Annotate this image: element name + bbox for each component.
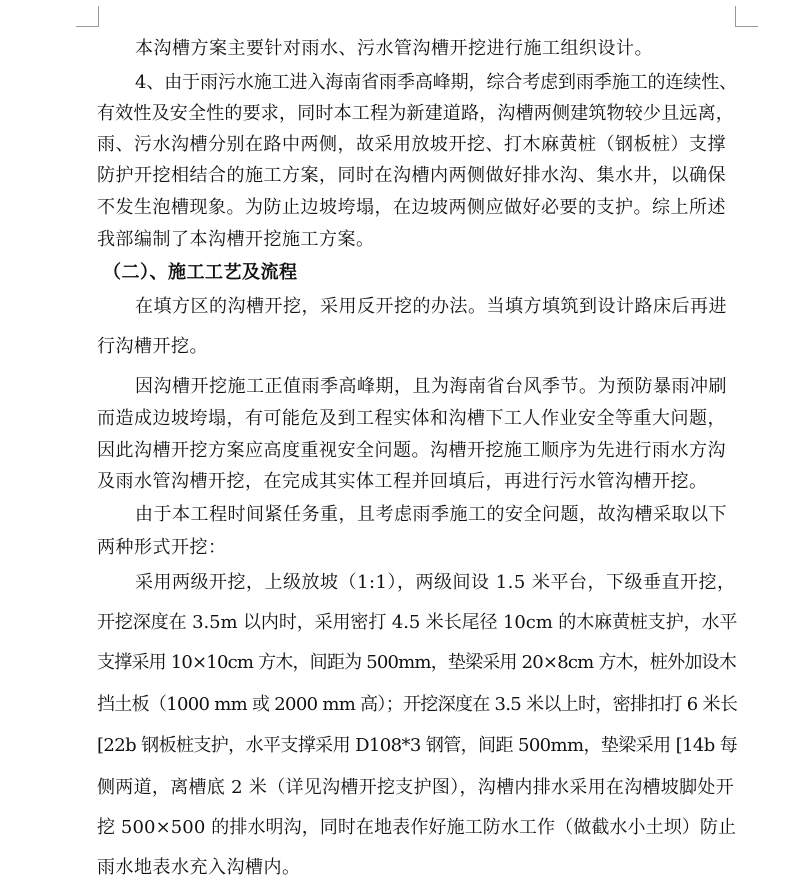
paragraph-line: 防护开挖相结合的施工方案，同时在沟槽内两侧做好排水沟、集水井，以确保 <box>97 165 726 186</box>
paragraph-line: 而造成边坡垮塌，有可能危及到工程实体和沟槽下工人作业安全等重大问题， <box>97 408 726 429</box>
paragraph-line: 支撑采用 10×10cm 方木，间距为 500mm，垫梁采用 20×8cm 方木，桩外加设木 <box>97 652 736 673</box>
paragraph-line: 挖 500×500 的排水明沟，同时在地表作好施工防水工作（做截水小土坝）防止 <box>97 817 737 838</box>
paragraph-line: 因沟槽开挖施工正值雨季高峰期，且为海南省台风季节。为预防暴雨冲刷 <box>135 376 727 397</box>
page-corner-mark-left <box>76 6 99 27</box>
paragraph-line: 不发生泡槽现象。为防止边坡垮塌，在边坡两侧应做好必要的支护。综上所述 <box>97 197 726 218</box>
paragraph-line: 我部编制了本沟槽开挖施工方案。 <box>97 229 375 250</box>
paragraph-line: 雨水地表水充入沟槽内。 <box>97 857 301 878</box>
paragraph-line: 挡土板（1000 mm 或 2000 mm 高）；开挖深度在 3.5 米以上时，密排扣打 6 米长 <box>97 694 738 715</box>
paragraph-line: 两种形式开挖： <box>97 537 227 558</box>
paragraph-line: 采用两级开挖，上级放坡（1:1），两级间设 1.5 米平台，下级垂直开挖， <box>135 572 736 593</box>
paragraph-line: 开挖深度在 3.5m 以内时，采用密打 4.5 米长尾径 10cm 的木麻黄桩支护，水平 <box>97 612 738 633</box>
paragraph-line: 及雨水管沟槽开挖，在完成其实体工程并回填后，再进行污水管沟槽开挖。 <box>97 471 708 492</box>
paragraph-line: 行沟槽开挖。 <box>97 336 208 357</box>
paragraph-line: 由于本工程时间紧任务重，且考虑雨季施工的安全问题，故沟槽采取以下 <box>135 504 727 525</box>
paragraph-line: 在填方区的沟槽开挖，采用反开挖的办法。当填方填筑到设计路床后再进 <box>135 296 727 317</box>
paragraph-line: 因此沟槽开挖方案应高度重视安全问题。沟槽开挖施工顺序为先进行雨水方沟 <box>97 440 726 461</box>
page-corner-mark-right <box>735 6 758 27</box>
paragraph-line: 本沟槽方案主要针对雨水、污水管沟槽开挖进行施工组织设计。 <box>135 38 653 59</box>
paragraph-line: [22b 钢板桩支护，水平支撑采用 D108*3 钢管，间距 500mm，垫梁采用 [14b 每 <box>97 735 738 756</box>
section-heading: （二）、施工工艺及流程 <box>103 262 298 283</box>
paragraph-line: 4、由于雨污水施工进入海南省雨季高峰期，综合考虑到雨季施工的连续性、 <box>135 72 738 93</box>
paragraph-line: 有效性及安全性的要求，同时本工程为新建道路，沟槽两侧建筑物较少且远离， <box>97 103 734 124</box>
paragraph-line: 雨、污水沟槽分别在路中两侧，故采用放坡开挖、打木麻黄桩（钢板桩）支撑 <box>97 134 726 155</box>
paragraph-line: 侧两道，离槽底 2 米（详见沟槽开挖支护图），沟槽内排水采用在沟槽坡脚处开 <box>97 777 734 798</box>
